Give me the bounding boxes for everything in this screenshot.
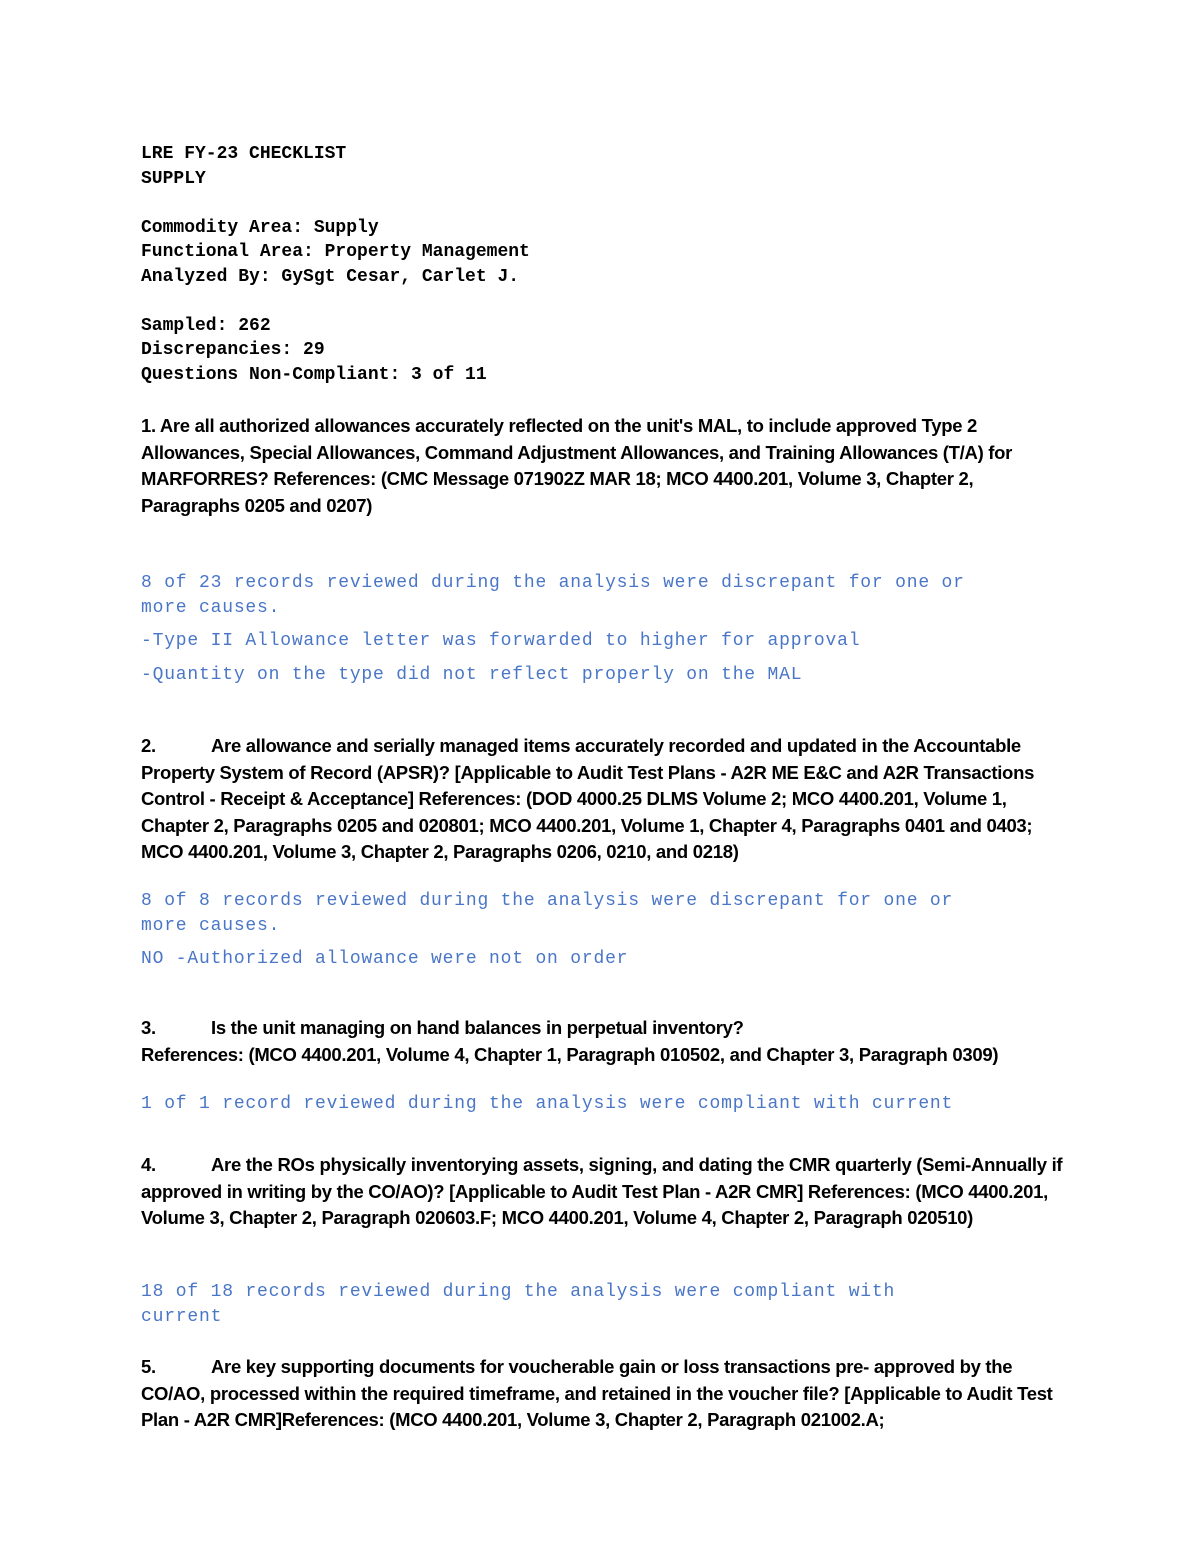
- question-number: 1.: [141, 415, 156, 436]
- question-text: Are the ROs physically inventorying assets, signing, and dating the CMR quarterly (Semi-Annually if approved in writing by the CO/AO)? [Applicable to Audit Test Plan - A2R CMR] References: (MCO 4400.201, Volume 3, Chapter 2, Paragraph 020603.F; MCO 4400.201, Volume 4, Chapter 2, Paragraph 020510): [141, 1154, 1063, 1228]
- question-number: 4.: [141, 1154, 156, 1175]
- answer-line: 1 of 1 record reviewed during the analysis were compliant with current: [141, 1094, 954, 1114]
- answer-line: NO -Authorized allowance were not on order: [141, 949, 629, 969]
- functional-area: Functional Area: Property Management: [141, 242, 530, 262]
- question-number: 3.: [141, 1017, 156, 1038]
- question-text: Is the unit managing on hand balances in perpetual inventory?: [211, 1017, 744, 1038]
- sampled-count: Sampled: 262: [141, 315, 271, 336]
- answer-line: more causes.: [141, 915, 281, 936]
- analyzed-by: Analyzed By: GySgt Cesar, Carlet J.: [141, 266, 520, 287]
- question-5: [141, 1354, 1071, 1434]
- answer-4: [141, 1280, 1071, 1329]
- answer-line: -Type II Allowance letter was forwarded to higher for approval: [141, 631, 861, 651]
- answer-line: 8 of 23 records reviewed during the analysis were discrepant for one or: [141, 573, 965, 593]
- question-number: 5.: [141, 1356, 156, 1377]
- answer-line: more causes.: [141, 597, 281, 618]
- question-2: [141, 733, 1071, 866]
- question-1: [141, 413, 1071, 519]
- document-subtitle: SUPPLY: [141, 168, 206, 189]
- question-references: References: (MCO 4400.201, Volume 4, Chapter 1, Paragraph 010502, and Chapter 3, Paragraph 0309): [141, 1043, 999, 1065]
- commodity-area: Commodity Area: Supply: [141, 217, 379, 238]
- question-text: Are allowance and serially managed items accurately recorded and updated in the Accountable Property System of Record (APSR)? [Applicable to Audit Test Plans - A2R ME E&C and A2R Transactions Control - Receipt & Acceptance] References: (DOD 4000.25 DLMS Volume 2; MCO 4400.201, Volume 1, Chapter 2, Paragraphs 0205 and 020801; MCO 4400.201, Volume 1, Chapter 4, Paragraphs 0401 and 0403; MCO 4400.201, Volume 3, Chapter 2, Paragraphs 0206, 0210, and 0218): [141, 735, 1035, 862]
- answer-1: [141, 571, 1071, 687]
- discrepancies-count: Discrepancies: 29: [141, 340, 325, 360]
- answer-line: 8 of 8 records reviewed during the analysis were discrepant for one or: [141, 891, 954, 911]
- question-4: [141, 1152, 1071, 1232]
- question-number: 2.: [141, 735, 156, 756]
- document-title: LRE FY-23 CHECKLIST: [141, 144, 347, 164]
- question-text: Are all authorized allowances accurately reflected on the unit's MAL, to include approved Type 2 Allowances, Special Allowances, Command Adjustment Allowances, and Training Allowances (T/A) for MARFORRES? References: (CMC Message 071902Z MAR 18; MCO 4400.201, Volume 3, Chapter 2, Paragraphs 0205 and 0207): [141, 415, 1013, 516]
- question-text: Are key supporting documents for voucherable gain or loss transactions pre- approved by the CO/AO, processed within the required timeframe, and retained in the voucher file? [Applicable to Audit Test Plan - A2R CMR]References: (MCO 4400.201, Volume 3, Chapter 2, Paragraph 021002.A;: [141, 1356, 1053, 1430]
- answer-3: [141, 1092, 1071, 1117]
- answer-line: 18 of 18 records reviewed during the analysis were compliant with: [141, 1282, 896, 1302]
- answer-line: current: [141, 1306, 223, 1327]
- checklist-header: [141, 142, 1101, 387]
- answer-2: [141, 889, 1071, 972]
- questions-non-compliant: Questions Non-Compliant: 3 of 11: [141, 364, 487, 385]
- answer-line: -Quantity on the type did not reflect properly on the MAL: [141, 664, 803, 685]
- question-3: [141, 1015, 1071, 1068]
